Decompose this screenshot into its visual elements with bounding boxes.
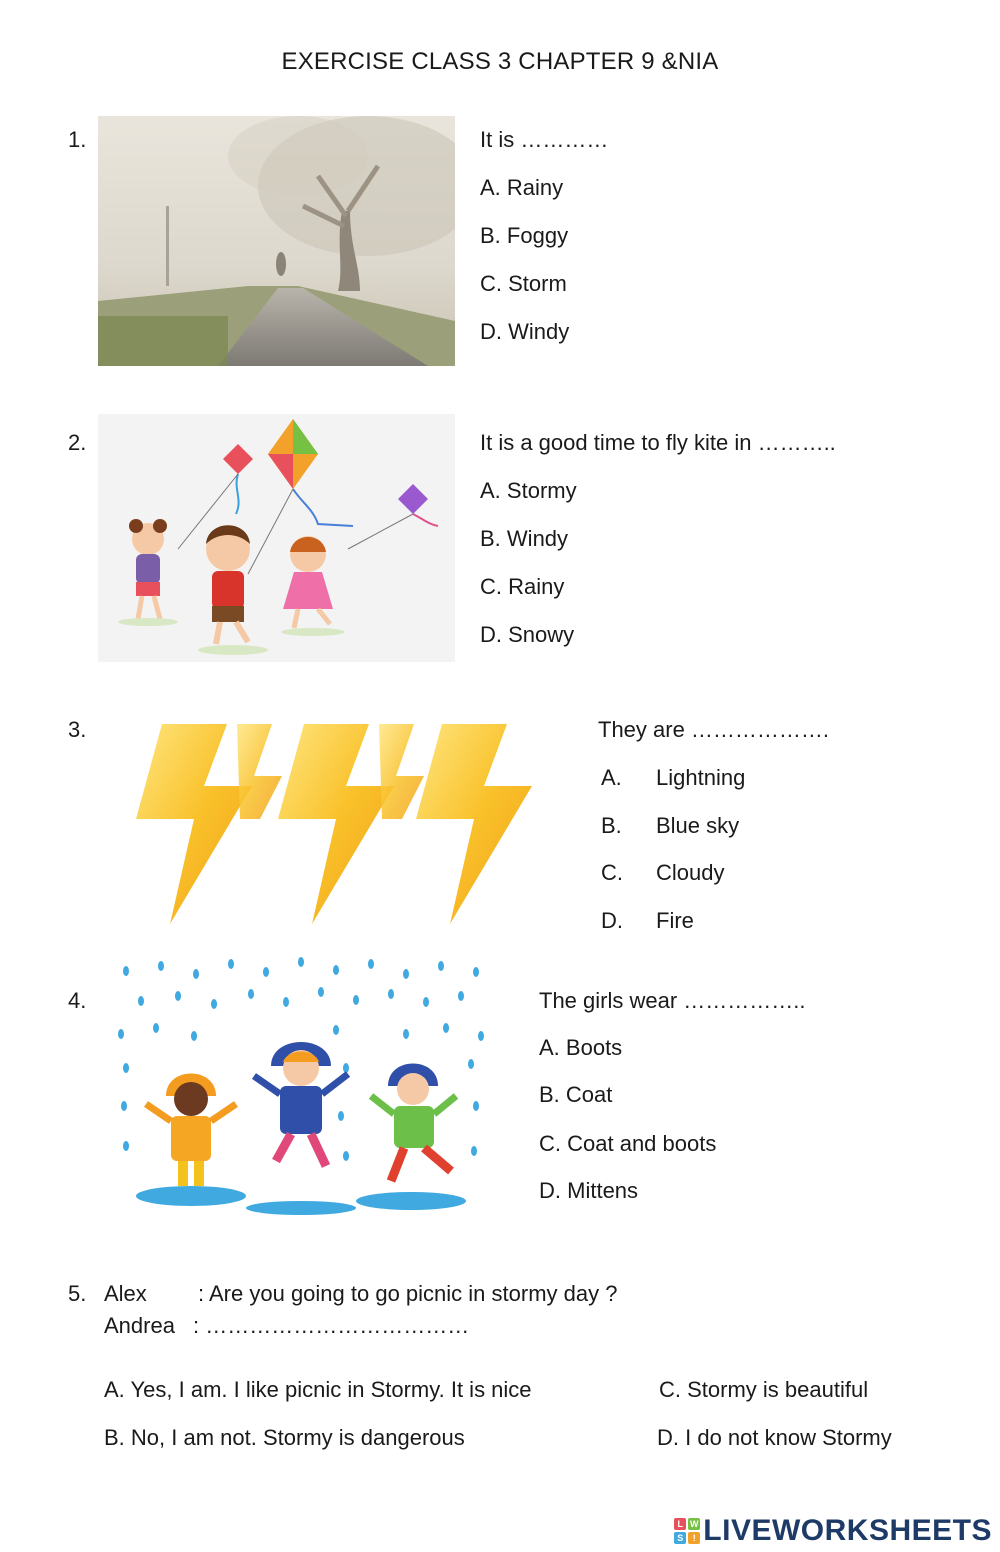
option-text: Coat xyxy=(565,1082,613,1107)
question-2-image xyxy=(98,414,455,662)
q5-option-b[interactable] xyxy=(104,1425,465,1451)
q2-option-a[interactable] xyxy=(480,478,577,504)
speaker-name: Andrea xyxy=(104,1313,175,1338)
question-3-prompt: They are ………………. xyxy=(598,717,830,742)
option-text: Rainy xyxy=(506,175,564,200)
q4-option-d[interactable] xyxy=(539,1178,638,1204)
option-letter: D. xyxy=(480,319,502,344)
q5-option-a[interactable] xyxy=(104,1377,532,1403)
option-text: Fire xyxy=(656,908,694,933)
option-text: Mittens xyxy=(567,1178,639,1203)
question-3-number: 3. xyxy=(68,717,87,742)
option-letter: C. xyxy=(539,1131,561,1156)
option-text: Windy xyxy=(508,319,570,344)
q4-option-c[interactable] xyxy=(539,1131,716,1157)
option-letter: D. xyxy=(601,908,623,933)
q2-option-b[interactable] xyxy=(480,526,568,552)
q1-option-c[interactable] xyxy=(480,271,567,297)
question-4-number: 4. xyxy=(68,988,87,1013)
option-text: Boots xyxy=(565,1035,623,1060)
option-letter: C. xyxy=(601,860,623,885)
q3-option-c[interactable] xyxy=(601,860,724,886)
logo-text: LIVEWORKSHEETS xyxy=(703,1514,992,1547)
option-text: Windy xyxy=(506,526,569,551)
option-text: Foggy xyxy=(506,223,569,248)
option-letter: A. xyxy=(480,478,501,503)
logo-mark-letter: L xyxy=(674,1518,686,1530)
foggy-road-picture xyxy=(98,116,455,366)
option-letter: C. xyxy=(480,574,502,599)
dialogue-line-andrea xyxy=(104,1313,469,1339)
option-text: Rainy xyxy=(508,574,565,599)
option-text: Blue sky xyxy=(656,813,740,838)
question-5-number: 5. xyxy=(68,1281,87,1306)
lightning-picture xyxy=(132,724,538,926)
question-2-prompt: It is a good time to fly kite in ……….. xyxy=(480,430,836,455)
rain-kids-picture xyxy=(106,956,494,1224)
logo-mark-letter: S xyxy=(674,1532,686,1544)
option-letter: B. xyxy=(480,223,501,248)
q4-option-b[interactable] xyxy=(539,1082,612,1108)
question-1-number: 1. xyxy=(68,127,87,152)
question-1-prompt: It is ………… xyxy=(480,127,609,152)
logo-mark-icon xyxy=(674,1518,700,1544)
question-4-prompt: The girls wear …………….. xyxy=(539,988,806,1013)
q3-option-b[interactable] xyxy=(601,813,739,839)
q2-option-d[interactable] xyxy=(480,622,574,648)
option-text: Yes, I am. I like picnic in Stormy. It is nice xyxy=(130,1377,532,1402)
option-text: Stormy xyxy=(506,478,577,503)
dialogue-text: : ……………………………… xyxy=(193,1313,470,1338)
option-text: C. Stormy is beautiful xyxy=(659,1377,869,1402)
option-text: Lightning xyxy=(656,765,746,790)
q3-option-d[interactable] xyxy=(601,908,694,934)
q1-option-a[interactable] xyxy=(480,175,563,201)
speaker-name: Alex xyxy=(104,1281,147,1306)
option-text: D. I do not know Stormy xyxy=(657,1425,892,1450)
option-text: Coat and boots xyxy=(567,1131,717,1156)
question-1-image xyxy=(98,116,455,366)
q5-option-c[interactable] xyxy=(659,1377,868,1403)
q5-option-d[interactable] xyxy=(657,1425,892,1451)
option-letter: B. xyxy=(104,1425,125,1450)
option-letter: B. xyxy=(539,1082,560,1107)
option-letter: A. xyxy=(480,175,501,200)
dialogue-line-alex xyxy=(104,1281,617,1307)
kites-picture xyxy=(98,414,455,662)
logo-mark-letter: ! xyxy=(688,1532,700,1544)
liveworksheets-logo xyxy=(674,1514,992,1548)
page-title: EXERCISE CLASS 3 CHAPTER 9 &NIA xyxy=(281,48,719,75)
option-letter: B. xyxy=(601,813,622,838)
option-text: Snowy xyxy=(508,622,575,647)
option-text: Storm xyxy=(508,271,567,296)
option-letter: D. xyxy=(539,1178,561,1203)
option-letter: A. xyxy=(601,765,622,790)
option-letter: D. xyxy=(480,622,502,647)
question-2-number: 2. xyxy=(68,430,87,455)
dialogue-text: : Are you going to go picnic in stormy day ? xyxy=(198,1281,618,1306)
q4-option-a[interactable] xyxy=(539,1035,622,1061)
option-letter: A. xyxy=(104,1377,125,1402)
logo-mark-letter: W xyxy=(690,1519,699,1529)
q2-option-c[interactable] xyxy=(480,574,564,600)
q1-option-d[interactable] xyxy=(480,319,569,345)
question-3-image xyxy=(132,724,538,926)
q3-option-a[interactable] xyxy=(601,765,745,791)
option-letter: C. xyxy=(480,271,502,296)
option-text: Cloudy xyxy=(656,860,725,885)
q1-option-b[interactable] xyxy=(480,223,568,249)
question-4-image xyxy=(106,956,494,1224)
option-letter: B. xyxy=(480,526,501,551)
option-text: No, I am not. Stormy is dangerous xyxy=(130,1425,465,1450)
option-letter: A. xyxy=(539,1035,560,1060)
